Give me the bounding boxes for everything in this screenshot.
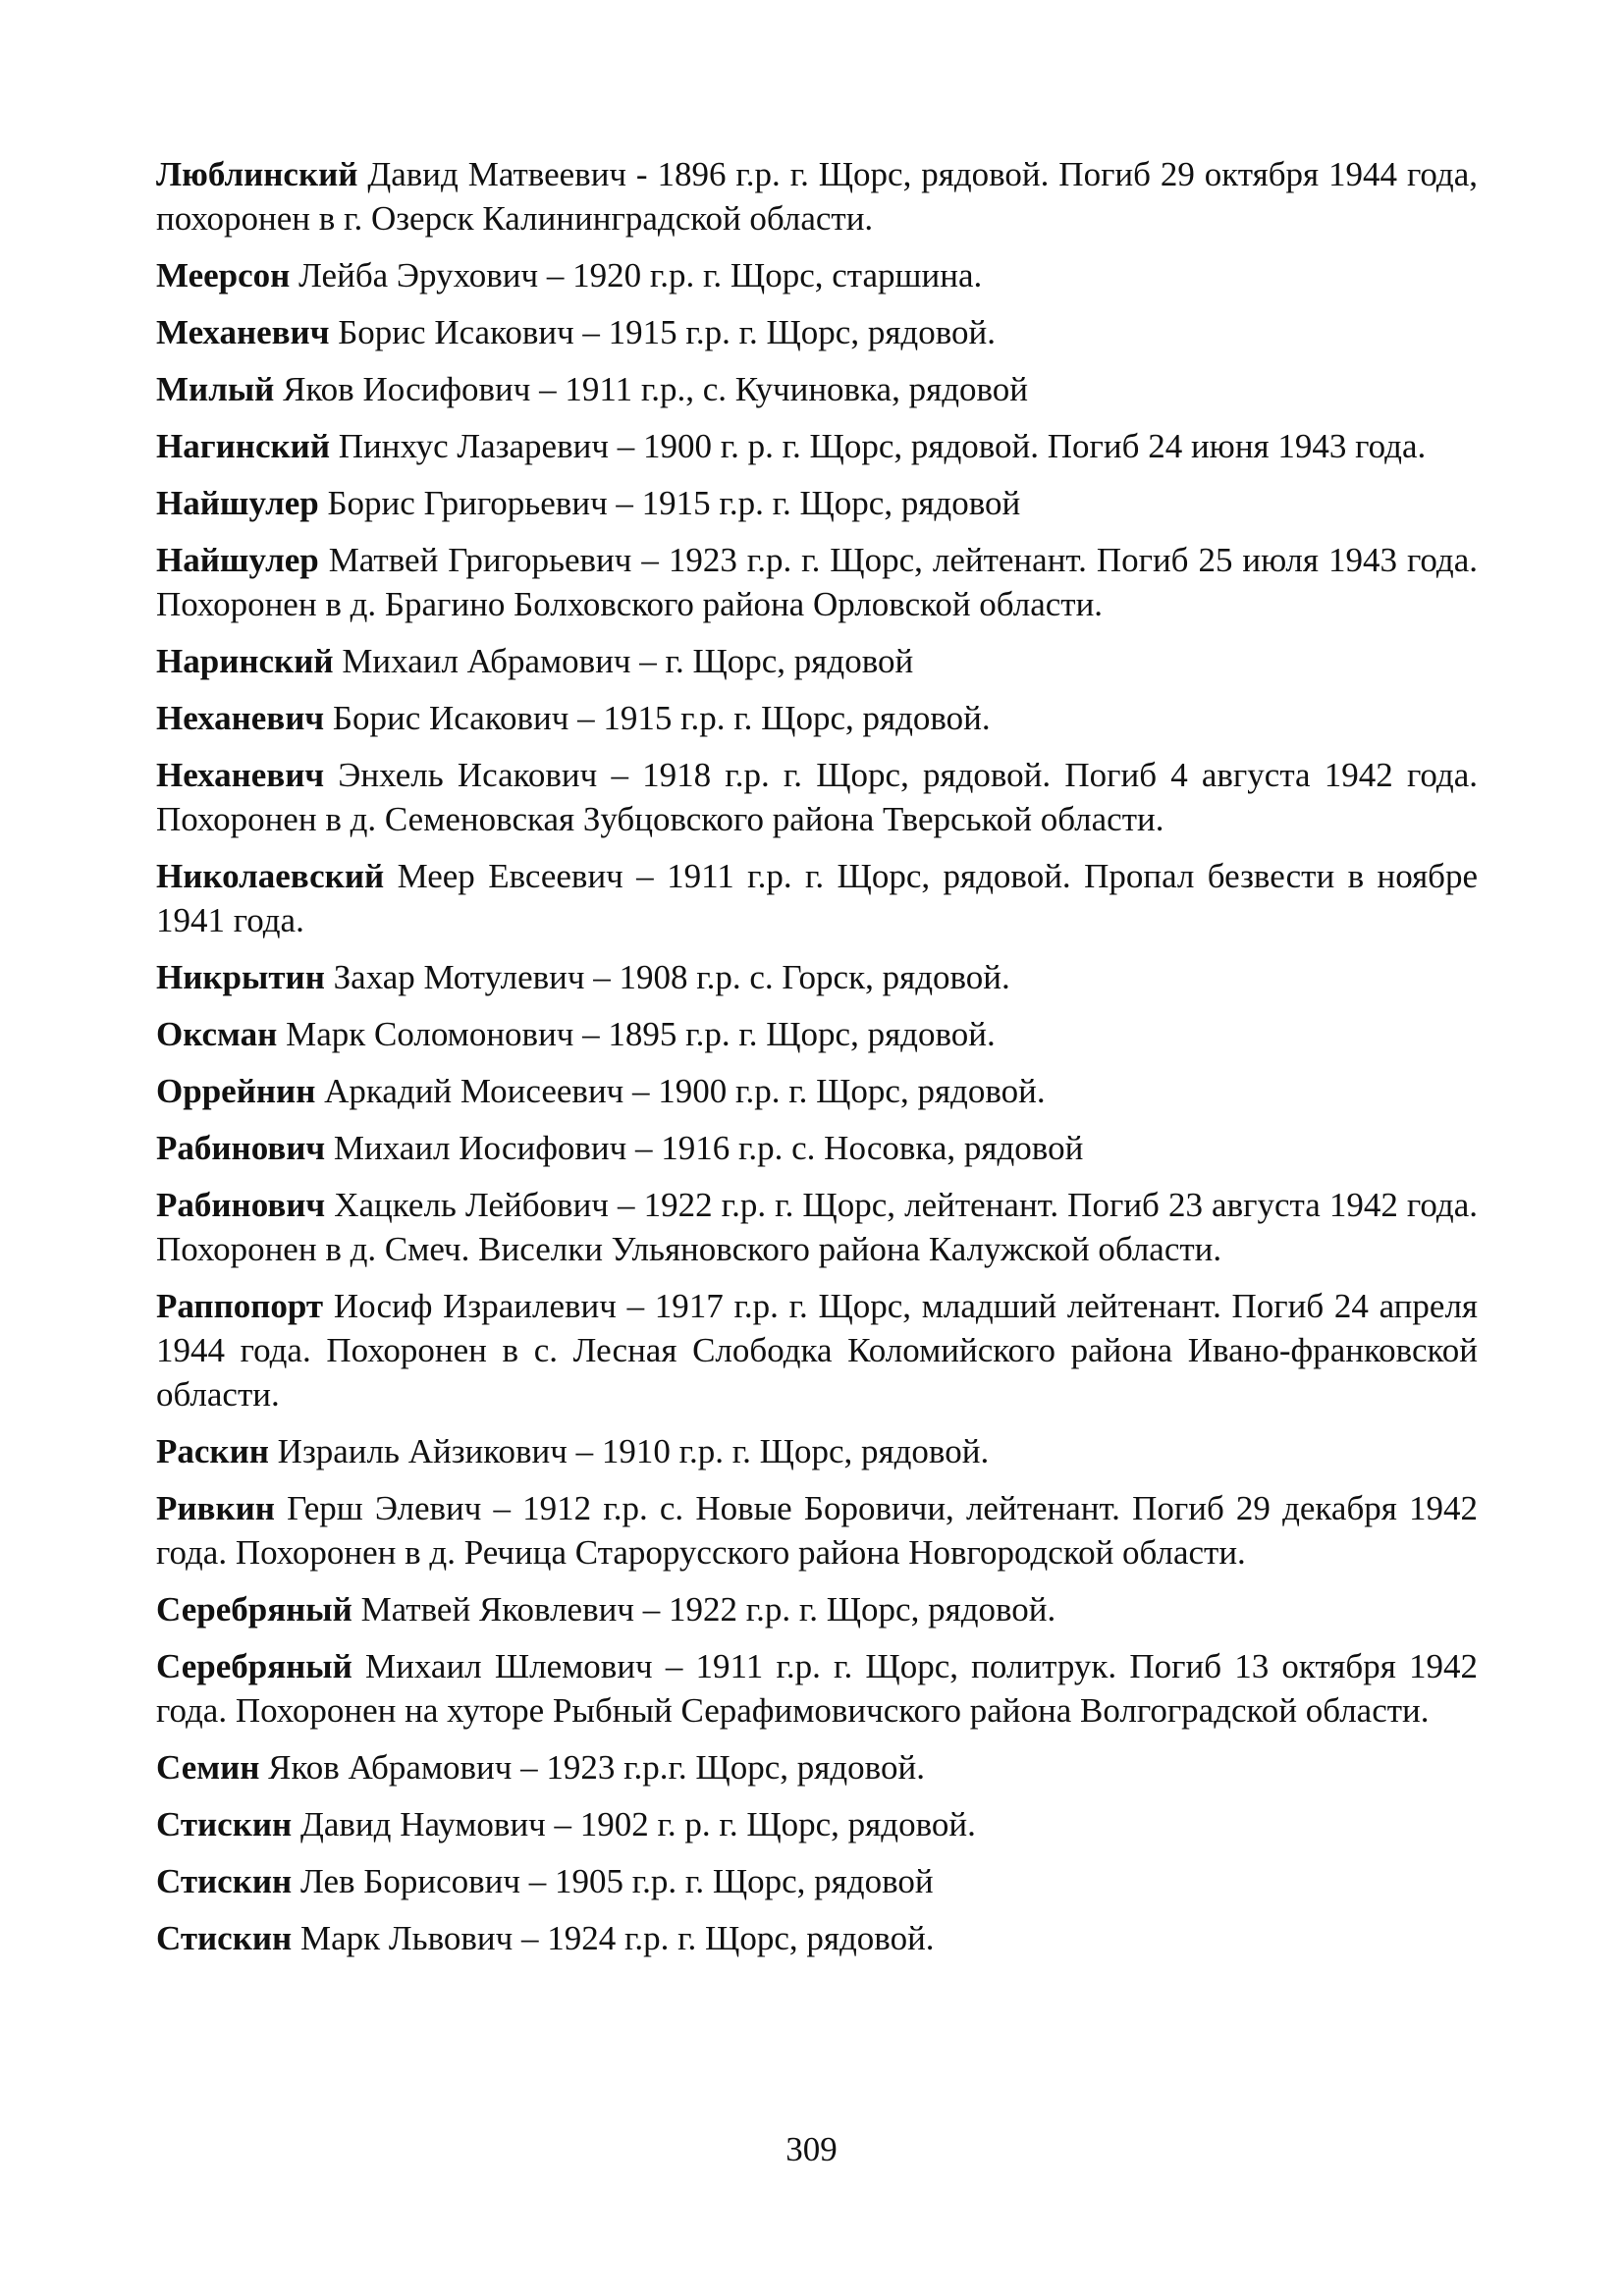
entry: [156, 1126, 1478, 1170]
entry: [156, 424, 1478, 468]
entry-text: Яков Абрамович – 1923 г.р.г. Щорс, рядовой.: [268, 1748, 925, 1787]
entry-text: Михаил Шлемович – 1911 г.р. г. Щорс, политрук. Погиб 13 октября 1942 года. Похоронен на хуторе Рыбный Серафимовичского района Волгоградской области.: [156, 1647, 1479, 1730]
entry: [156, 1183, 1478, 1271]
entry: [156, 955, 1478, 999]
entry-text: Михаил Абрамович – г. Щорс, рядовой: [342, 642, 914, 680]
entry: [156, 538, 1478, 626]
document-body: [156, 152, 1478, 1973]
entry-text: Яков Иосифович – 1911 г.р., с. Кучиновка, рядовой: [283, 370, 1029, 408]
entry: [156, 1429, 1478, 1473]
entry: [156, 1802, 1478, 1846]
entry-surname: Милый: [156, 370, 275, 408]
entry-surname: Стискин: [156, 1805, 293, 1843]
entry-surname: Неханевич: [156, 699, 325, 737]
entry: [156, 481, 1478, 525]
entry-surname: Механевич: [156, 313, 330, 351]
entry-surname: Стискин: [156, 1862, 293, 1900]
entry-text: Марк Соломонович – 1895 г.р. г. Щорс, рядовой.: [286, 1015, 996, 1053]
entry: [156, 1486, 1478, 1575]
entry-text: Пинхус Лазаревич – 1900 г. р. г. Щорс, рядовой. Погиб 24 июня 1943 года.: [338, 427, 1427, 465]
entry-text: Матвей Григорьевич – 1923 г.р. г. Щорс, лейтенант. Погиб 25 июля 1943 года. Похоронен в д. Брагино Болховского района Орловской области.: [156, 541, 1479, 623]
entry: [156, 1284, 1478, 1416]
entry-surname: Семин: [156, 1748, 260, 1787]
entry-text: Герш Элевич – 1912 г.р. с. Новые Боровичи, лейтенант. Погиб 29 декабря 1942 года. Похоронен в д. Речица Старорусского района Новгородской области.: [156, 1489, 1479, 1572]
entry: [156, 1916, 1478, 1960]
entry-surname: Оксман: [156, 1015, 278, 1053]
entry-surname: Неханевич: [156, 756, 325, 794]
entry-surname: Рабинович: [156, 1186, 326, 1224]
entry-text: Лев Борисович – 1905 г.р. г. Щорс, рядовой: [299, 1862, 934, 1900]
entry: [156, 696, 1478, 740]
entry-surname: Найшулер: [156, 541, 319, 579]
entry: [156, 854, 1478, 942]
entry: [156, 639, 1478, 683]
entry-surname: Раскин: [156, 1432, 269, 1470]
entry-surname: Серебряный: [156, 1647, 352, 1685]
entry-text: Лейба Эрухович – 1920 г.р. г. Щорс, старшина.: [298, 256, 983, 294]
entry-surname: Николаевский: [156, 857, 385, 895]
entry-text: Иосиф Израилевич – 1917 г.р. г. Щорс, младший лейтенант. Погиб 24 апреля 1944 года. Похоронен в с. Лесная Слободка Коломийского района Ивано-франковской области.: [156, 1287, 1479, 1414]
entry-text: Хацкель Лейбович – 1922 г.р. г. Щорс, лейтенант. Погиб 23 августа 1942 года. Похоронен в д. Смеч. Виселки Ульяновского района Калужской области.: [156, 1186, 1479, 1268]
entry-text: Михаил Иосифович – 1916 г.р. с. Носовка, рядовой: [333, 1129, 1084, 1167]
entry-surname: Нагинский: [156, 427, 330, 465]
entry-surname: Стискин: [156, 1919, 293, 1957]
entry-surname: Рабинович: [156, 1129, 326, 1167]
entry-surname: Никрытин: [156, 958, 325, 996]
entry: [156, 1644, 1478, 1733]
entry: [156, 1012, 1478, 1056]
entry-surname: Наринский: [156, 642, 334, 680]
entry-surname: Люблинский: [156, 155, 358, 193]
entry-surname: Ривкин: [156, 1489, 275, 1527]
entry: [156, 1859, 1478, 1903]
entry: [156, 253, 1478, 297]
entry-surname: Оррейнин: [156, 1072, 316, 1110]
entry-text: Аркадий Моисеевич – 1900 г.р. г. Щорс, рядовой.: [324, 1072, 1046, 1110]
page-number: 309: [785, 2130, 838, 2168]
entry: [156, 1069, 1478, 1113]
entry-surname: Меерсон: [156, 256, 291, 294]
entry: [156, 1587, 1478, 1631]
entry-text: Израиль Айзикович – 1910 г.р. г. Щорс, рядовой.: [277, 1432, 990, 1470]
entry-text: Давид Наумович – 1902 г. р. г. Щорс, рядовой.: [299, 1805, 976, 1843]
entry-surname: Найшулер: [156, 484, 319, 522]
entry-text: Матвей Яковлевич – 1922 г.р. г. Щорс, рядовой.: [360, 1590, 1056, 1629]
entry: [156, 310, 1478, 354]
entry-text: Борис Исакович – 1915 г.р. г. Щорс, рядовой.: [338, 313, 997, 351]
entry-text: Энхель Исакович – 1918 г.р. г. Щорс, рядовой. Погиб 4 августа 1942 года. Похоронен в д. Семеновская Зубцовского района Тверськой области.: [156, 756, 1479, 838]
entry-text: Марк Львович – 1924 г.р. г. Щорс, рядовой.: [299, 1919, 935, 1957]
entry-text: Захар Мотулевич – 1908 г.р. с. Горск, рядовой.: [333, 958, 1010, 996]
entry: [156, 1745, 1478, 1789]
entry-text: Борис Григорьевич – 1915 г.р. г. Щорс, рядовой: [327, 484, 1021, 522]
entry: [156, 753, 1478, 841]
entry-text: Борис Исакович – 1915 г.р. г. Щорс, рядовой.: [332, 699, 991, 737]
entry-surname: Раппопорт: [156, 1287, 324, 1325]
entry-text: Меер Евсеевич – 1911 г.р. г. Щорс, рядовой. Пропал безвести в ноябре 1941 года.: [156, 857, 1479, 939]
entry-surname: Серебряный: [156, 1590, 352, 1629]
entry-text: Давид Матвеевич - 1896 г.р. г. Щорс, рядовой. Погиб 29 октября 1944 года, похоронен в г. Озерск Калининградской области.: [156, 155, 1479, 238]
entry: [156, 152, 1478, 240]
entry: [156, 367, 1478, 411]
